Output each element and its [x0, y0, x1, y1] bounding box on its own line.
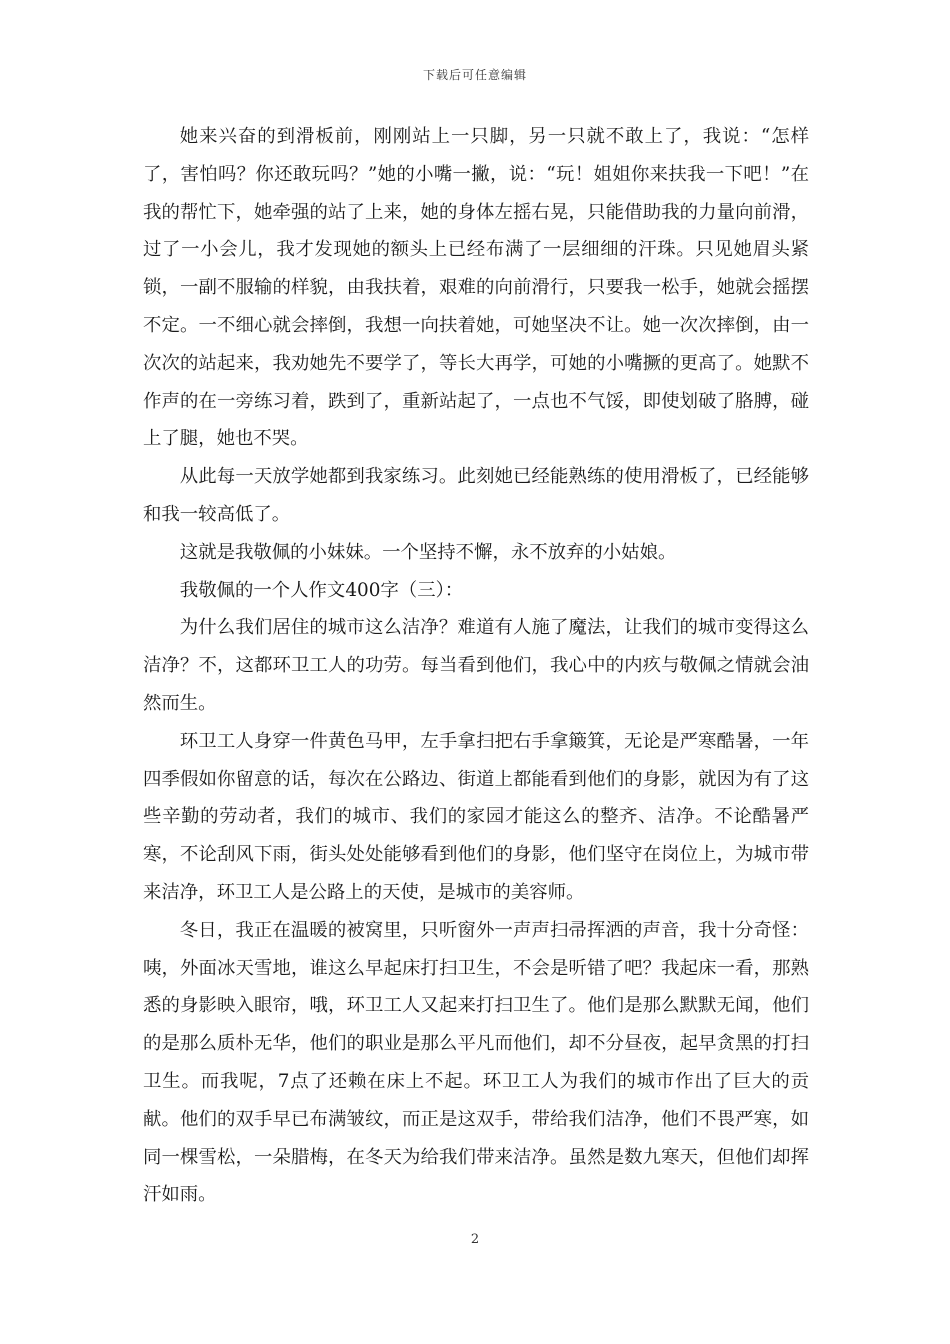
section-heading: 我敬佩的一个人作文400字（三）： [179, 579, 464, 601]
page-header: 下载后可任意编辑 [422, 68, 527, 82]
document-body [143, 118, 809, 1214]
paragraph: 冬日，我正在温暖的被窝里，只听窗外一声声扫帚挥洒的声音，我十分奇怪：咦，外面冰天雪地，谁这么早起床打扫卫生，不会是听错了吧？我起床一看，那熟悉的身影映入眼帘，哦，环卫工人又起来打扫卫生了。他们是那么默默无闻，他们的是那么质朴无华，他们的职业是那么平凡而他们，却不分昼夜，起早贪黑的打扫卫生。而我呢，7点了还赖在床上不起。环卫工人为我们的城市作出了巨大的贡献。他们的双手早已布满皱纹，而正是这双手，带给我们洁净，他们不畏严寒，如同一棵雪松，一朵腊梅，在冬天为给我们带来洁净。虽然是数九寒天，但他们却挥汗如雨。 [143, 919, 809, 1206]
paragraph: 从此每一天放学她都到我家练习。此刻她已经能熟练的使用滑板了，已经能够和我一较高低了。 [143, 466, 809, 525]
paragraph: 她来兴奋的到滑板前，刚刚站上一只脚，另一只就不敢上了，我说：“怎样了，害怕吗？你还敢玩吗？”她的小嘴一撇，说：“玩！姐姐你来扶我一下吧！”在我的帮忙下，她牵强的站了上来，她的身体左摇右晃，只能借助我的力量向前滑，过了一小会儿，我才发现她的额头上已经布满了一层细细的汗珠。只见她眉头紧锁，一副不服输的样貌，由我扶着，艰难的向前滑行，只要我一松手，她就会摇摆不定。一不细心就会摔倒，我想一向扶着她，可她坚决不让。她一次次摔倒，由一次次的站起来，我劝她先不要学了，等长大再学，可她的小嘴撅的更高了。她默不作声的在一旁练习着，跌到了，重新站起了，一点也不气馁，即使划破了胳膊，碰上了腿，她也不哭。 [143, 126, 809, 450]
paragraph: 环卫工人身穿一件黄色马甲，左手拿扫把右手拿簸箕，无论是严寒酷暑，一年四季假如你留意的话，每次在公路边、街道上都能看到他们的身影，就因为有了这些辛勤的劳动者，我们的城市、我们的家园才能这么的整齐、洁净。不论酷暑严寒，不论刮风下雨，街头处处能够看到他们的身影，他们坚守在岗位上，为城市带来洁净，环卫工人是公路上的天使，是城市的美容师。 [143, 730, 809, 903]
paragraph: 为什么我们居住的城市这么洁净？难道有人施了魔法，让我们的城市变得这么洁净？不，这都环卫工人的功劳。每当看到他们，我心中的内疚与敬佩之情就会油然而生。 [143, 617, 809, 714]
page-number: 2 [470, 1232, 480, 1247]
paragraph: 这就是我敬佩的小妹妹。一个坚持不懈，永不放弃的小姑娘。 [179, 541, 677, 563]
